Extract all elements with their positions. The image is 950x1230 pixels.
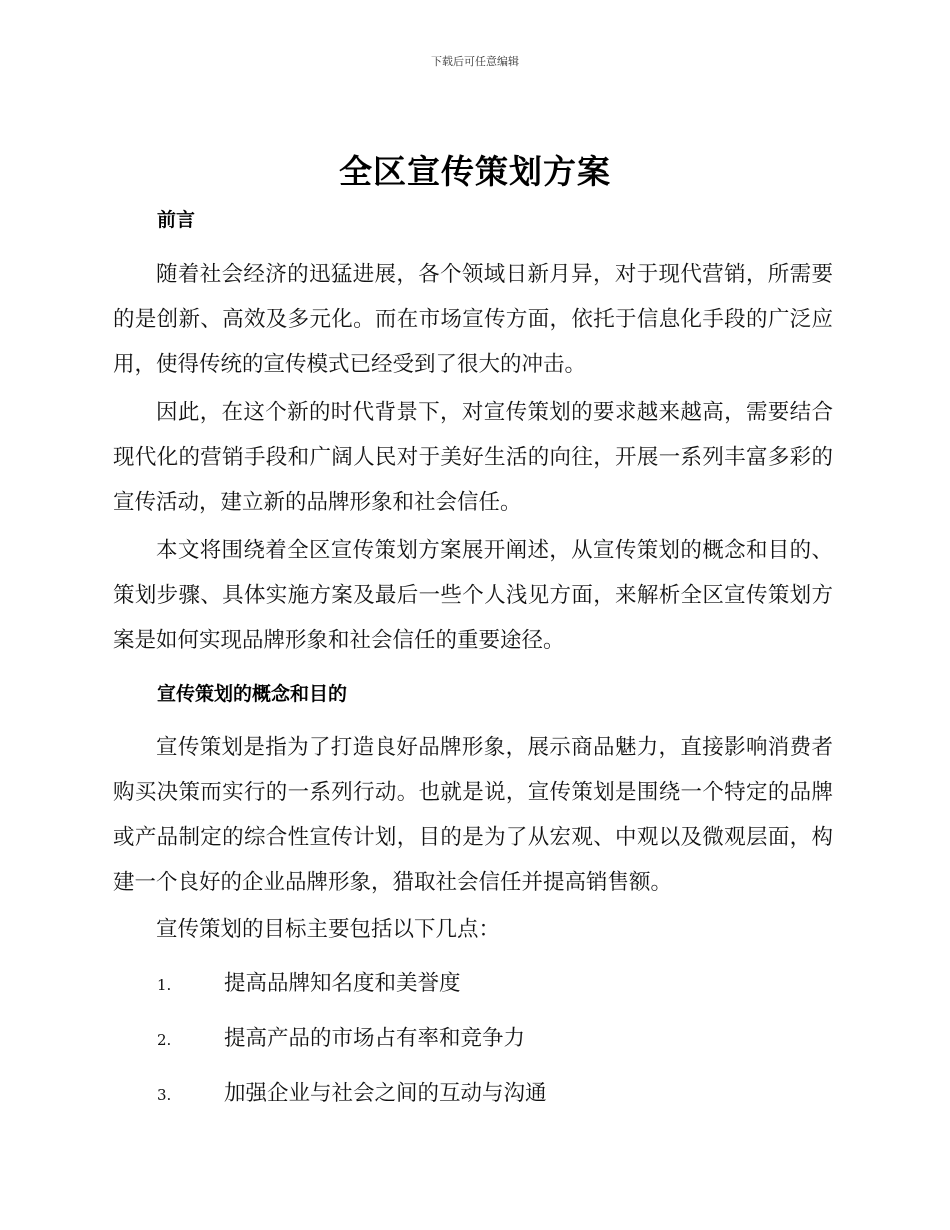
list-item-text: 提高品牌知名度和美誉度 [224,971,461,996]
paragraph: 宣传策划是指为了打造良好品牌形象，展示商品魅力，直接影响消费者购买决策而实行的一系列行动。也就是说，宣传策划是围绕一个特定的品牌或产品制定的综合性宣传计划，目的是为了从宏观、中观以及微观层面，构建一个良好的企业品牌形象，猎取社会信任并提高销售额。 [113,735,833,895]
section-heading-concept: 宣传策划的概念和目的 [157,683,348,705]
list-item [157,1024,837,1054]
section-heading-preface: 前言 [157,209,196,231]
list-item-text: 加强企业与社会之间的互动与沟通 [224,1081,547,1106]
list-item [157,1079,837,1109]
list-item [157,969,837,999]
list-item-number: 2. [157,1031,172,1049]
document-title: 全区宣传策划方案 [339,152,611,191]
paragraph: 随着社会经济的迅猛进展，各个领域日新月异，对于现代营销，所需要的是创新、高效及多元化。而在市场宣传方面，依托于信息化手段的广泛应用，使得传统的宣传模式已经受到了很大的冲击。 [113,262,833,377]
list-item-number: 1. [157,976,172,994]
paragraph: 宣传策划的目标主要包括以下几点： [156,917,501,942]
page-header-note: 下载后可任意编辑 [431,55,519,68]
list-item-number: 3. [157,1086,172,1104]
paragraph: 本文将围绕着全区宣传策划方案展开阐述，从宣传策划的概念和目的、策划步骤、具体实施方案及最后一些个人浅见方面，来解析全区宣传策划方案是如何实现品牌形象和社会信任的重要途径。 [113,538,833,653]
paragraph: 因此，在这个新的时代背景下，对宣传策划的要求越来越高，需要结合现代化的营销手段和广阔人民对于美好生活的向往，开展一系列丰富多彩的宣传活动，建立新的品牌形象和社会信任。 [113,400,833,515]
list-item-text: 提高产品的市场占有率和竞争力 [224,1026,526,1051]
